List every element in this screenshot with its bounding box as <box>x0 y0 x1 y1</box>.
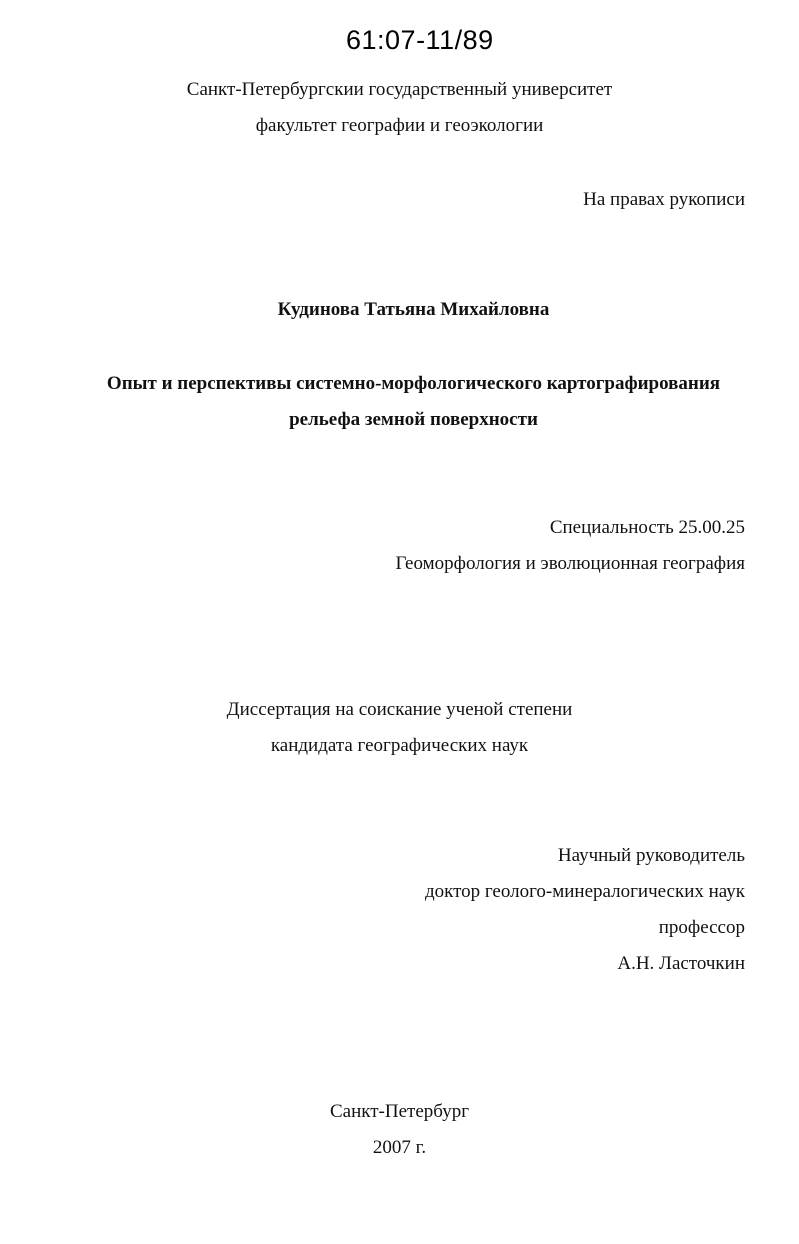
supervisor-name: А.Н. Ласточкин <box>617 953 745 974</box>
year: 2007 г. <box>372 1137 427 1158</box>
supervisor-rank: профессор <box>658 917 745 938</box>
city: Санкт-Петербург <box>329 1101 469 1122</box>
supervisor-label: Научный руководитель <box>557 845 745 866</box>
author-name: Кудинова Татьяна Михайловна <box>277 299 550 320</box>
faculty-name: факультет географии и геоэкологии <box>255 115 544 136</box>
specialty-code: Специальность 25.00.25 <box>549 517 745 538</box>
manuscript-rights-note: На правах рукописи <box>583 189 745 210</box>
degree-line-2: кандидата географических наук <box>270 735 529 756</box>
dissertation-title-line-1: Опыт и перспективы системно-морфологического картографирования <box>106 373 721 394</box>
university-name: Санкт-Петербургскии государственный университет <box>186 79 613 100</box>
supervisor-degree: доктор геолого-минералогических наук <box>424 881 745 902</box>
specialty-name: Геоморфология и эволюционная география <box>395 553 745 574</box>
dissertation-title-line-2: рельефа земной поверхности <box>289 409 538 430</box>
degree-line-1: Диссертация на соискание ученой степени <box>226 699 573 720</box>
archive-stamp-number: 61:07-11/89 <box>346 25 494 55</box>
